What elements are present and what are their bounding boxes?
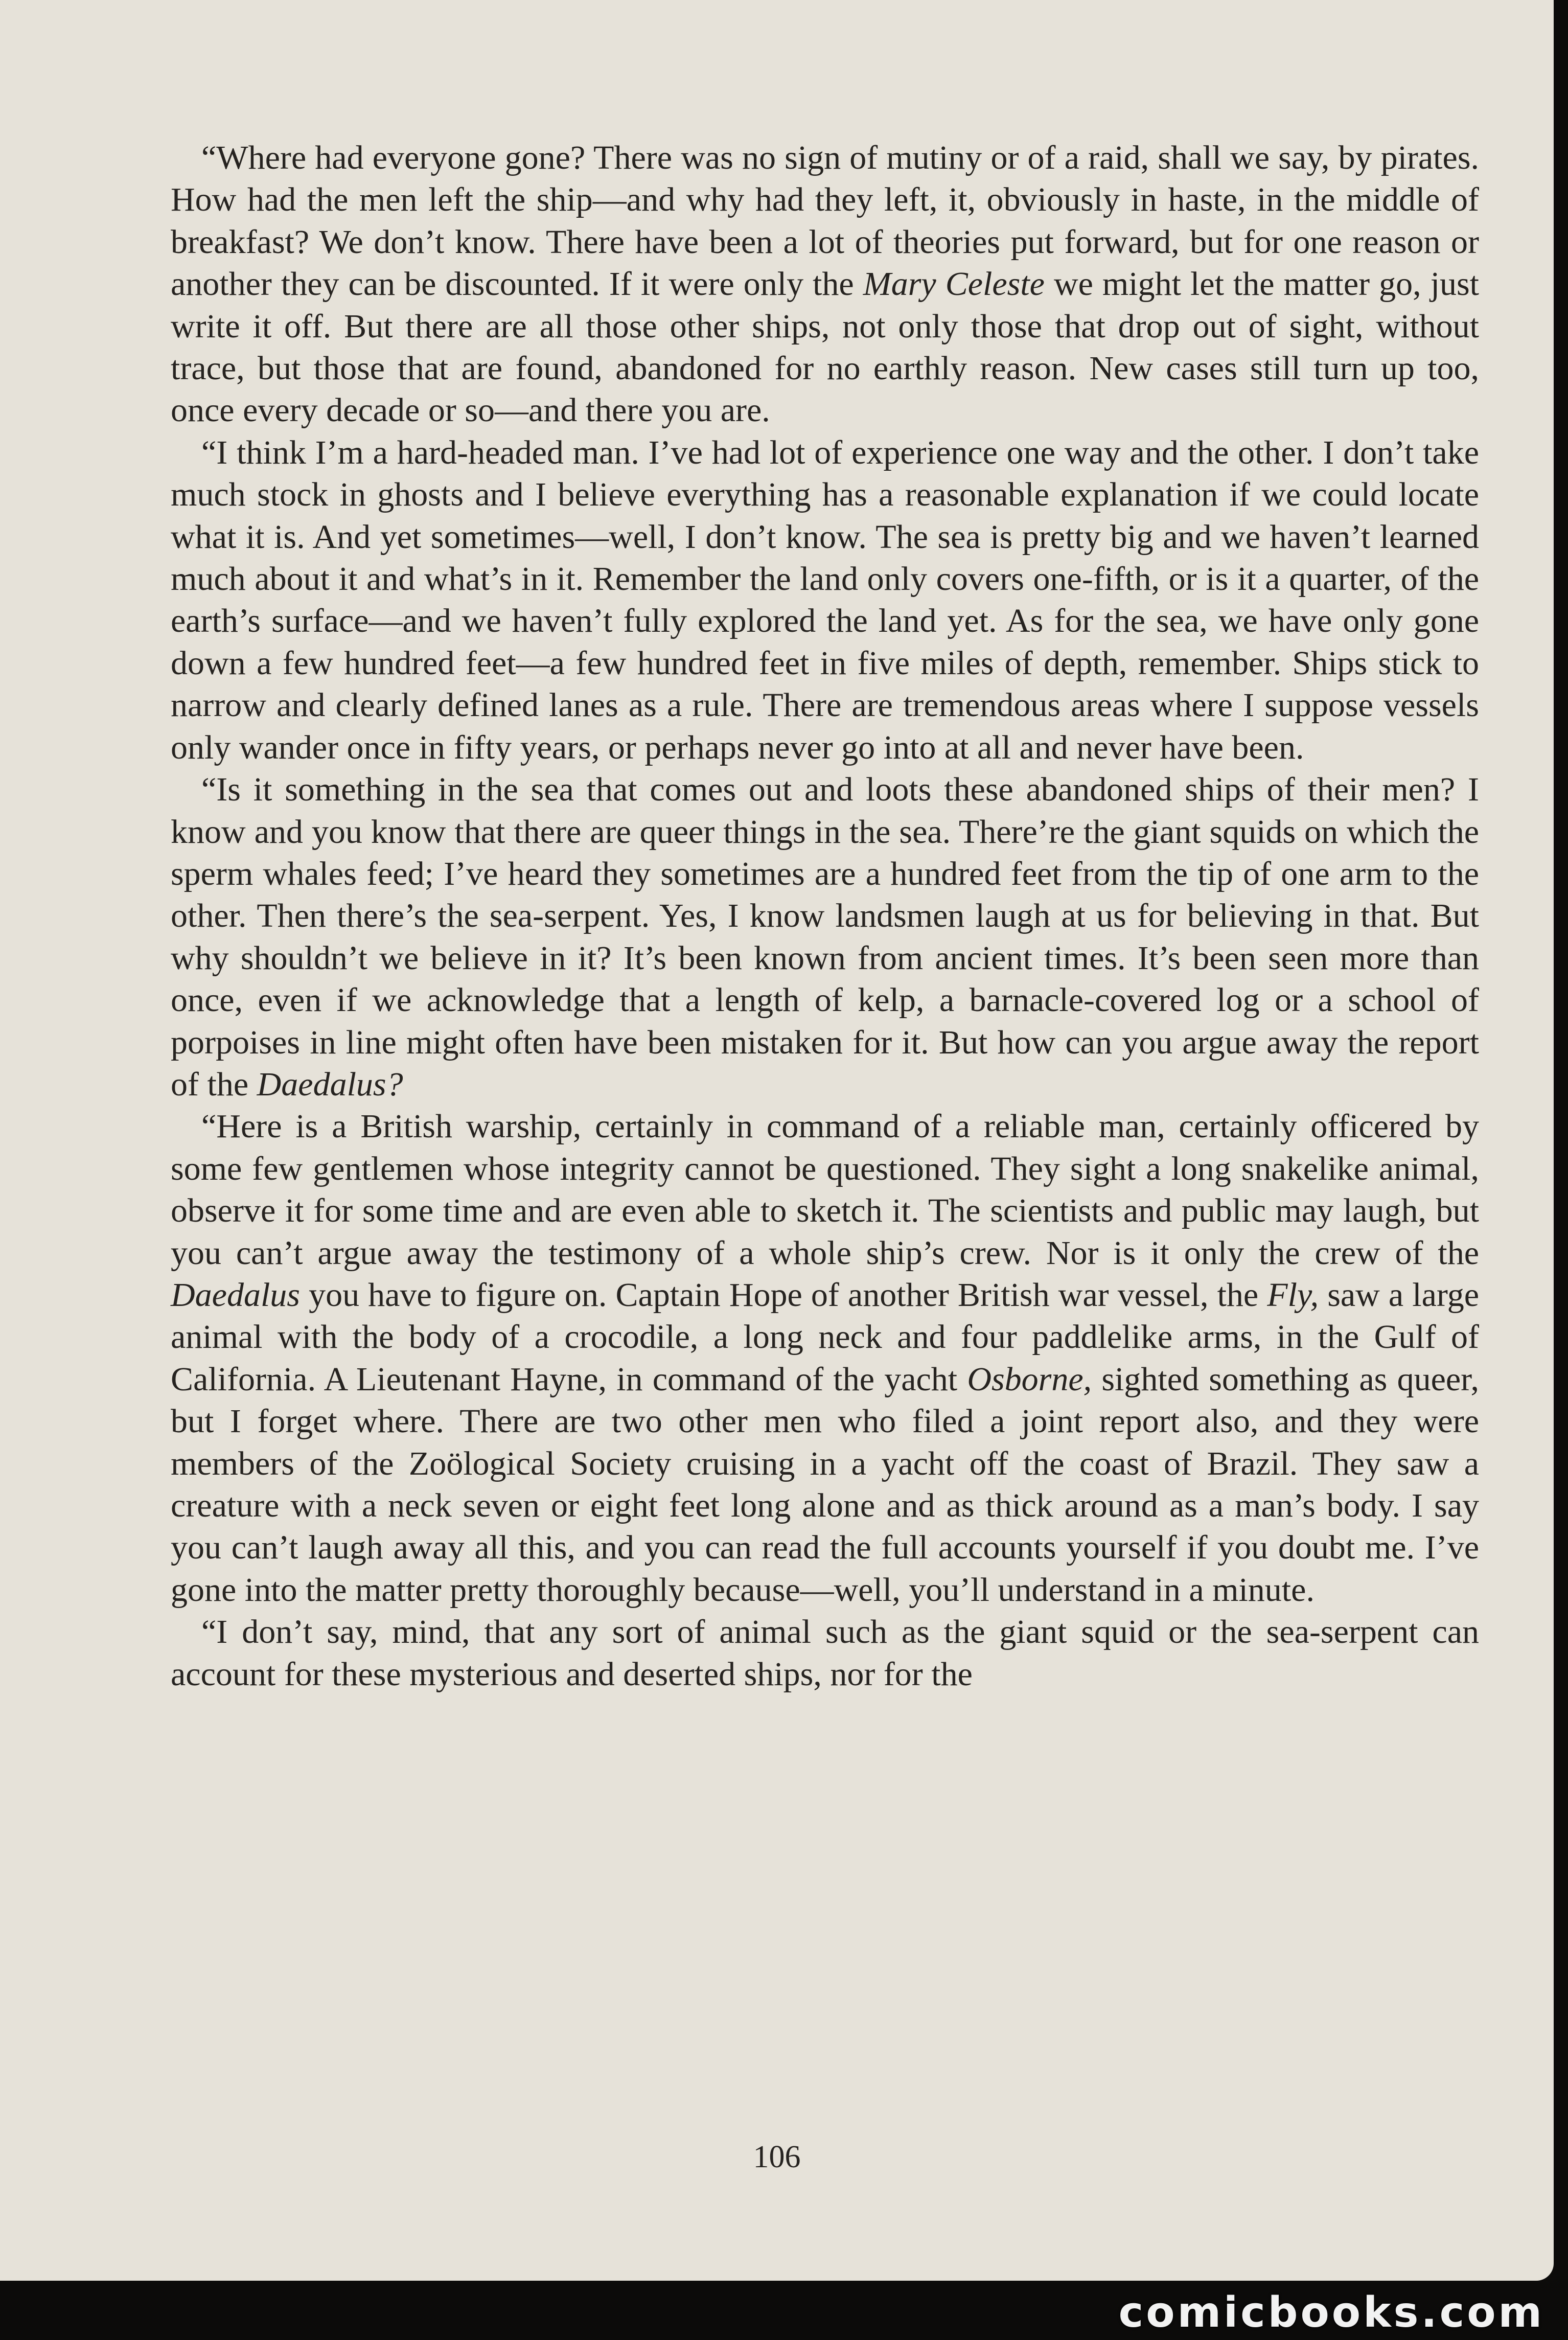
paragraph-5 [171, 1611, 1479, 1695]
paragraph-4 [171, 1106, 1479, 1611]
text-run: “Here is a British warship, certainly in command of a reliable man, certainly officered by some few gentlemen whose integrity cannot be questioned. They sight a long snakelike animal, observe it for some time and are even able to sketch it. The scientists and public may laugh, but you can’t argue away the testimony of a whole ship’s crew. Nor is it only the crew of the [171, 1108, 1479, 1272]
text-run: “I don’t say, mind, that any sort of animal such as the giant squid or the sea-serpent can account for these mysterious and deserted ships, nor for the [171, 1613, 1479, 1693]
ship-name-fly: Fly, [1267, 1276, 1319, 1314]
text-run: sighted something as queer, but I forget where. There are two other men who filed a joint report also, and they were members of the Zoölogical Society cruising in a yacht off the coast of Brazil. They saw a creature with a neck seven or eight feet long alone and as thick around as a man’s body. I say you can’t laugh away all this, and you can read the full accounts yourself if you doubt me. I’ve gone into the matter pretty thoroughly because—well, you’ll understand in a minute. [171, 1360, 1479, 1609]
ship-name-daedalus: Daedalus [171, 1276, 300, 1314]
text-run: you have to figure on. Captain Hope of another British war vessel, the [299, 1276, 1267, 1314]
ship-name-mary-celeste: Mary Celeste [863, 265, 1045, 303]
paragraph-3 [171, 769, 1479, 1106]
text-run: “Is it something in the sea that comes out and loots these abandoned ships of their men? I know and you know that there are queer things in the sea. There’re the giant squids on which the sperm whales feed; I’ve heard they sometimes are a hundred feet from the tip of one arm to the other. Then there’s the sea-serpent. Yes, I know landsmen laugh at us for believing in that. But why shouldn’t we believe in it? It’s been known from ancient times. It’s been seen more than once, even if we acknowledge that a length of kelp, a barnacle-covered log or a school of porpoises in line might often have been mistaken for it. But how can you argue away the report of the [171, 771, 1479, 1103]
paragraph-1 [171, 137, 1479, 432]
text-run: saw a large animal with the body of a crocodile, a long neck and four paddlelike arms, in the Gulf of California. A Lieutenant Hayne, in command of the yacht [171, 1276, 1479, 1398]
text-run: we might let the matter go, just write it off. But there are all those other ships, not only those that drop out of sight, without trace, but those that are found, abandoned for no earthly reason. New cases still turn up too, once every decade or so—and there you are. [171, 265, 1479, 429]
page-number: 106 [753, 2140, 801, 2174]
paragraph-2 [171, 432, 1479, 769]
body-text [171, 137, 1479, 1695]
watermark-logo: comicbooks.com [1118, 2288, 1544, 2337]
ship-name-osborne: Osborne, [967, 1360, 1092, 1398]
text-run: “Where had everyone gone? There was no sign of mutiny or of a raid, shall we say, by pirates. How had the men left the ship—and why had they left, it, obviously in haste, in the middle of breakfast? We don’t know. There have been a lot of theories put forward, but for one reason or another they can be discounted. If it were only the [171, 139, 1479, 303]
text-run: “I think I’m a hard-headed man. I’ve had lot of experience one way and the other. I don’t take much stock in ghosts and I believe everything has a reasonable explanation if we could locate what it is. And yet sometimes—well, I don’t know. The sea is pretty big and we haven’t learned much about it and what’s in it. Remember the land only covers one-fifth, or is it a quarter, of the earth’s surface—and we haven’t fully explored the land yet. As for the sea, we have only gone down a few hundred feet—a few hundred feet in five miles of depth, remember. Ships stick to narrow and clearly defined lanes as a rule. There are tremendous areas where I suppose vessels only wander once in fifty years, or perhaps never go into at all and never have been. [171, 433, 1479, 766]
ship-name-daedalus: Daedalus? [257, 1065, 403, 1103]
